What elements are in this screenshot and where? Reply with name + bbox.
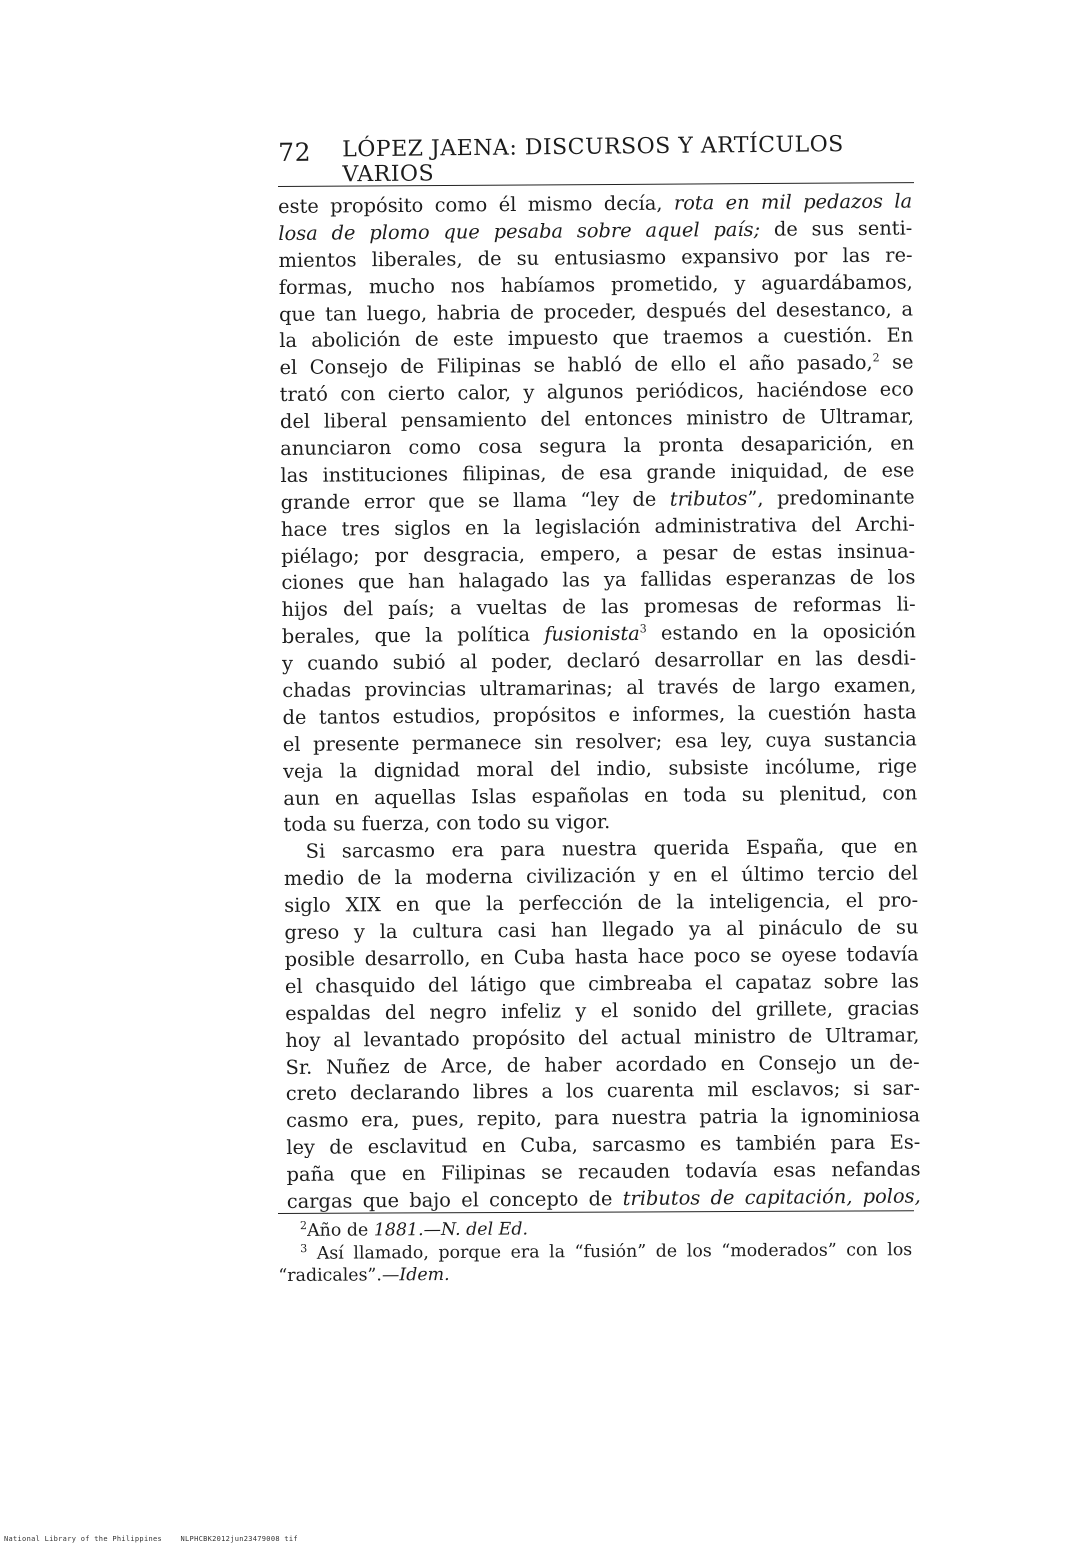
text-line: veja la dignidad moral del indio, subsiste incólume, rige: [282, 754, 918, 783]
text-line: toda su fuerza, con todo su vigor.: [283, 810, 611, 837]
footnote-ref-2: 2: [872, 351, 880, 365]
footnote-2: $^2$Año de 1881.—N. del Ed.: [299, 1219, 529, 1241]
scan-footer: [4, 1535, 312, 1543]
scan-library: National Library of the Philippines: [4, 1535, 163, 1543]
text-line: del liberal pensamiento del entonces ministro de Ultramar,: [279, 404, 915, 434]
text-line: aun en aquellas Islas españolas en toda su plenitud, con: [283, 781, 918, 810]
text-line: mientos liberales, de su entusiasmo expansivo por las re-: [278, 243, 913, 272]
text-line: hijos del país; a vueltas de las promesas de reformas li-: [281, 592, 916, 622]
text-line: chadas provincias ultramarinas; al través de largo examen,: [282, 673, 917, 703]
text-line: y cuando subió al poder, declaró desarrollar en las desdi-: [281, 646, 917, 676]
text-line: este propósito como él mismo decía, rota en mil pedazos la: [278, 189, 913, 218]
text-line: paña que en Filipinas se recauden todavía esas nefandas: [286, 1157, 921, 1187]
text-line: el Consejo de Filipinas se habló de ello el año pasado,$^2$ se: [279, 350, 914, 380]
text-line: cargas que bajo el concepto de tributos de capitación, polos,: [286, 1184, 921, 1213]
scan-identifier: NLPHCBK2012jun23479008 tif: [180, 1535, 298, 1543]
text-line: piélago; por desgracia, empero, a pesar de estas insinua-: [281, 539, 916, 568]
text-line: las instituciones filipinas, de esa grande iniquidad, de ese: [280, 458, 915, 487]
footnotes: [278, 1216, 912, 1287]
text-line: de tantos estudios, propósitos e informes, la cuestión hasta: [282, 700, 917, 729]
text-line: Sr. Nuñez de Arce, de haber acordado en Consejo un de-: [285, 1049, 920, 1079]
text-line: creto declarando libres a los cuarenta mil esclavos; si sar-: [285, 1076, 920, 1106]
text-line: hoy al levantado propósito del actual ministro de Ultramar,: [285, 1023, 920, 1052]
text-line: Si sarcasmo era para nuestra querida España, que en: [305, 834, 918, 864]
text-line: grande error que se llama “ley de tributos”, predominante: [280, 485, 915, 514]
text-line: losa de plomo que pesaba sobre aquel país; de sus senti-: [278, 216, 913, 245]
footnote-3: $^3$ Así llamado, porque era la “fusión” de los “moderados” con los: [300, 1239, 913, 1264]
page-number: 72: [278, 137, 312, 167]
text-line: anunciaron como cosa segura la pronta desaparición, en: [280, 431, 915, 461]
text-line: que tan luego, habria de proceder, después del desestanco, a: [278, 297, 914, 326]
text-line: trató con cierto calor, y algunos periódicos, haciéndose eco: [279, 377, 914, 407]
text-line: hace tres siglos en la legislación administrativa del Archi-: [280, 512, 916, 541]
text-line: espaldas del negro infeliz y el sonido del grillete, gracias: [285, 996, 920, 1025]
text-line: medio de la moderna civilización y en el último tercio del: [283, 861, 919, 891]
text-line: formas, mucho nos habíamos prometido, y aguardábamos,: [278, 270, 913, 299]
body-text: [278, 188, 921, 1215]
footnote-3-continued: “radicales”.—Idem.: [278, 1264, 450, 1286]
text-line: siglo XIX en que la perfección de la inteligencia, el pro-: [284, 888, 919, 918]
text-line: ley de esclavitud en Cuba, sarcasmo es también para Es-: [286, 1130, 921, 1160]
footnote-ref-3: 3: [639, 622, 647, 636]
text-line: ciones que han halagado las ya fallidas esperanzas de los: [281, 565, 916, 595]
text-line: casmo era, pues, repito, para nuestra patria la ignominiosa: [285, 1103, 921, 1133]
text-line: posible desarrollo, en Cuba hasta hace poco se oyese todavía: [284, 942, 919, 971]
page-header: [278, 125, 910, 188]
text-line: berales, que la política fusionista$^3$ estando en la oposición: [281, 619, 916, 649]
text-line: greso y la cultura casi han llegado ya al pináculo de su: [284, 915, 919, 945]
running-head: LÓPEZ JAENA: DISCURSOS Y ARTÍCULOS VARIOS: [342, 132, 844, 188]
text-line: el chasquido del látigo que cimbreaba el capataz sobre las: [284, 969, 919, 998]
text-line: la abolición de este impuesto que traemos a cuestión. En: [279, 323, 914, 353]
text-line: el presente permanece sin resolver; esa ley, cuya sustancia: [282, 727, 917, 756]
